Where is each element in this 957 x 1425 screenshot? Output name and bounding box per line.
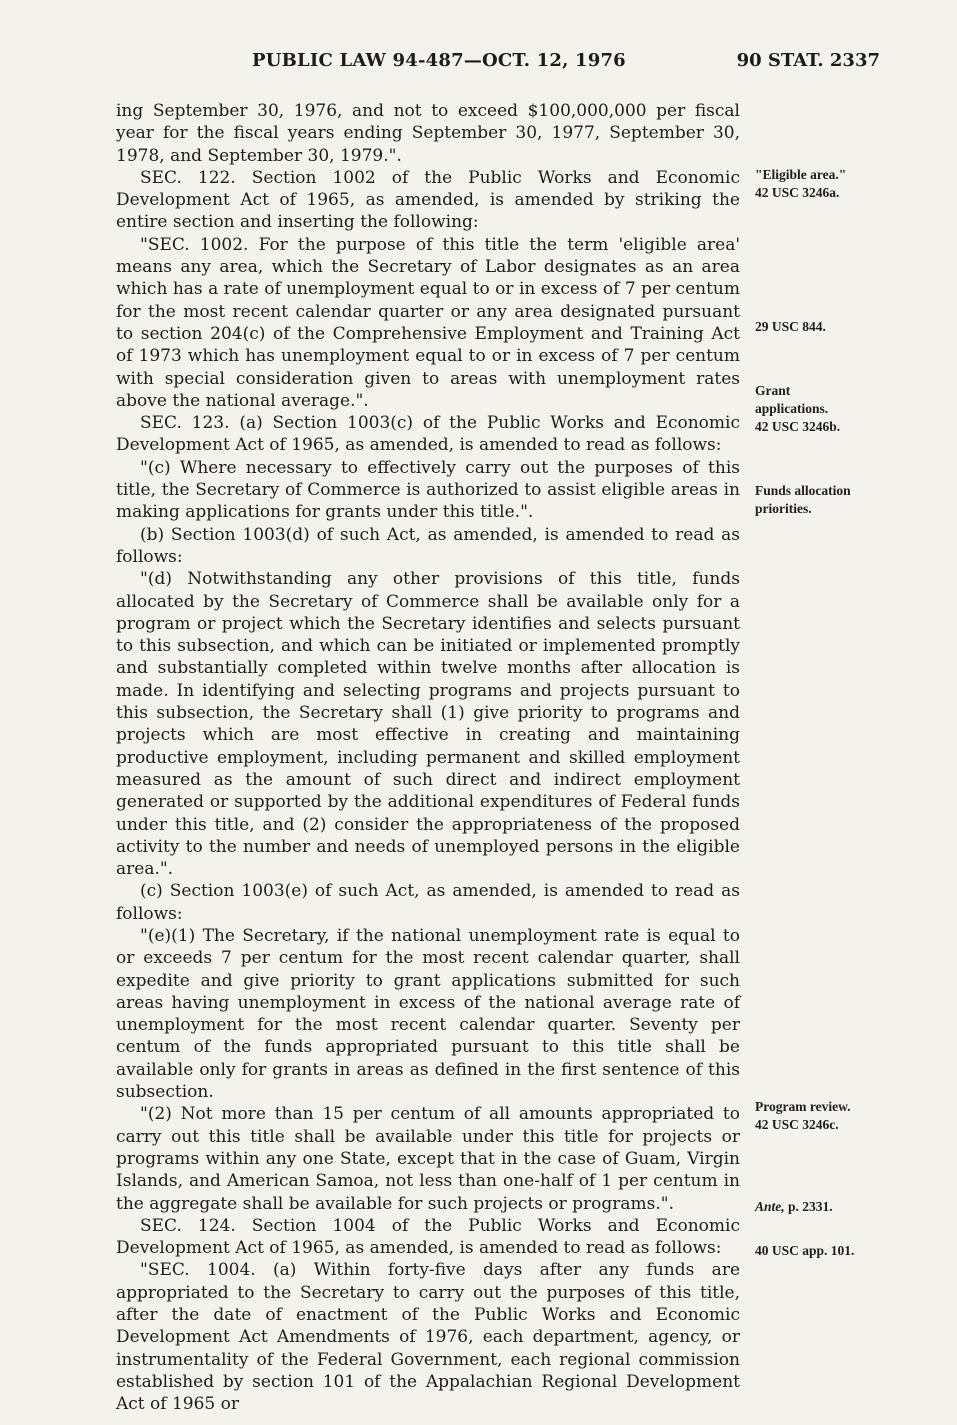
paragraph: "(d) Notwithstanding any other provisions of this title, funds allocated by the Secretary of Commerce shall be available only for a program or project which the Secretary identifies and selects pursuant to this subsection, and which can be initiated or implemented promptly and substantially completed within twelve months after allocation is made. In identifying and selecting programs and projects pursuant to this subsection, the Secretary shall (1) give priority to programs and projects which are most effective in creating and maintaining productive employment, including permanent and skilled employment measured as the amount of such direct and indirect employment generated or supported by the additional expenditures of Federal funds under this title, and (2) consider the appropriateness of the proposed activity to the number and needs of unemployed persons in the eligible area.". bbox=[116, 569, 740, 880]
paragraph: (c) Section 1003(e) of such Act, as amended, is amended to read as follows: bbox=[116, 881, 740, 924]
paragraph: ing September 30, 1976, and not to exceed $100,000,000 per fiscal year for the fiscal years ending September 30, 1977, September 30, 1978, and September 30, 1979.". bbox=[116, 101, 740, 166]
margin-note: priorities. bbox=[755, 501, 812, 516]
margin-note-page: p. 2331. bbox=[788, 1199, 833, 1214]
margin-note-ante: Ante, bbox=[755, 1199, 785, 1214]
paragraph: "(2) Not more than 15 per centum of all amounts appropriated to carry out this title shall be available under this title for projects or programs within any one State, except that in the case of Guam, Virgin Islands, and American Samoa, not less than one-half of 1 per centum in the aggregate shall be available for such projects or programs.". bbox=[116, 1104, 740, 1214]
margin-note: 29 USC 844. bbox=[755, 319, 826, 334]
margin-note bbox=[755, 1198, 950, 1215]
paragraph: (b) Section 1003(d) of such Act, as amended, is amended to read as follows: bbox=[116, 524, 740, 567]
body-text bbox=[116, 100, 740, 1416]
paragraph: "(e)(1) The Secretary, if the national unemployment rate is equal to or exceeds 7 per centum for the most recent calendar quarter, shall expedite and give priority to grant applications submitted for such areas having unemployment in excess of the national average rate of unemployment for the most recent calendar quarter. Seventy per centum of the funds appropriated pursuant to this title shall be available only for grants in areas as defined in the first sentence of this subsection. bbox=[116, 925, 740, 1103]
margin-note: 40 USC app. 101. bbox=[755, 1243, 855, 1258]
statute-page-number: 90 STAT. 2337 bbox=[736, 50, 880, 71]
paragraph: SEC. 123. (a) Section 1003(c) of the Public Works and Economic Development Act of 1965, as amended, is amended to read as follows: bbox=[116, 413, 740, 456]
margin-note: 42 USC 3246c. bbox=[755, 1117, 839, 1132]
margin-note: applications. bbox=[755, 401, 829, 416]
margin-note: Program review. bbox=[755, 1099, 851, 1114]
margin-note: Funds allocation bbox=[755, 483, 851, 498]
paragraph: SEC. 122. Section 1002 of the Public Works and Economic Development Act of 1965, as amended, is amended by striking the entire section and inserting the following: bbox=[116, 167, 740, 233]
margin-note: "Eligible area." bbox=[755, 167, 847, 182]
margin-note: 42 USC 3246b. bbox=[755, 419, 841, 434]
paragraph: "SEC. 1002. For the purpose of this title the term 'eligible area' means any area, which the Secretary of Labor designates as an area which has a rate of unemployment equal to or in excess of 7 per centum for the most recent calendar quarter or any area designated pursuant to section 204(c) of the Comprehensive Employment and Training Act of 1973 which has unemployment equal to or in excess of 7 per centum with special consideration given to areas with unemployment rates above the national average.". bbox=[116, 234, 740, 411]
paragraph: "(c) Where necessary to effectively carry out the purposes of this title, the Secretary of Commerce is authorized to assist eligible areas in making applications for grants under this title.". bbox=[116, 457, 740, 523]
paragraph: SEC. 124. Section 1004 of the Public Works and Economic Development Act of 1965, as amended, is amended to read as follows: bbox=[116, 1215, 740, 1259]
margin-note: Grant bbox=[755, 383, 791, 398]
header-title: PUBLIC LAW 94-487—OCT. 12, 1976 bbox=[252, 50, 626, 71]
margin-note: 42 USC 3246a. bbox=[755, 185, 840, 200]
page-header bbox=[252, 50, 880, 80]
paragraph: "SEC. 1004. (a) Within forty-five days after any funds are appropriated to the Secretary to carry out the purposes of this title, after the date of enactment of the Public Works and Economic Development Act Amendments of 1976, each department, agency, or instrumentality of the Federal Government, each regional commission established by section 101 of the Appalachian Regional Development Act of 1965 or bbox=[116, 1260, 740, 1415]
